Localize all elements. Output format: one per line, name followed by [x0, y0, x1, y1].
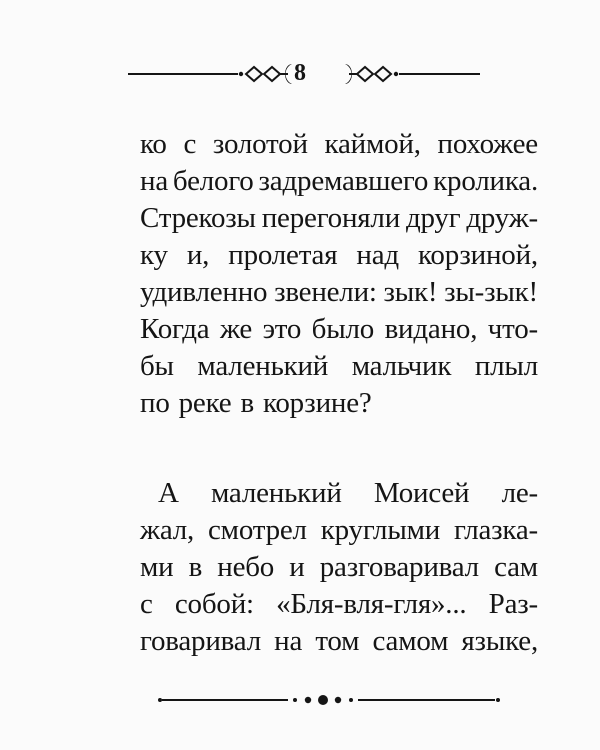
text-word: мальчик: [351, 350, 452, 382]
text-word: с: [183, 128, 197, 160]
text-line: [140, 385, 538, 422]
text-word: небо: [217, 551, 275, 583]
text-word: же: [219, 313, 253, 345]
text-word: собой:: [174, 588, 254, 620]
text-word: что-: [487, 313, 538, 345]
text-line: [140, 237, 538, 274]
text-word: том: [315, 625, 360, 657]
text-word: ми: [140, 551, 174, 583]
text-word: корзиной,: [418, 239, 538, 271]
text-word: друг: [405, 202, 461, 234]
text-word: Когда: [140, 313, 210, 345]
text-line: [140, 475, 538, 512]
text-line: [140, 586, 538, 623]
text-word: говаривал: [140, 625, 261, 657]
text-word: Стрекозы: [140, 202, 256, 234]
text-word: ку: [140, 239, 168, 271]
text-word: золотой: [212, 128, 308, 160]
text-word: на: [274, 625, 303, 657]
text-word: кролика.: [433, 165, 538, 197]
text-word: ко: [140, 128, 167, 160]
text-line: [140, 274, 538, 311]
footer-ornament-icon: [150, 686, 510, 716]
text-word: круглыми: [320, 514, 441, 546]
text-line: [140, 512, 538, 549]
text-line: [140, 126, 538, 163]
text-word: звенели:: [274, 276, 377, 308]
text-word: сам: [494, 551, 538, 583]
text-word: языке,: [461, 625, 538, 657]
text-word: «Бля-вля-гля»...: [276, 588, 467, 620]
paragraph-1: [140, 126, 538, 422]
text-line: [140, 348, 538, 385]
text-word: и: [289, 551, 305, 583]
text-word: белого: [172, 165, 254, 197]
text-word: смотрел: [208, 514, 307, 546]
text-word: друж-: [466, 202, 538, 234]
text-word: в: [240, 387, 254, 419]
text-word: жал,: [140, 514, 195, 546]
text-word: в: [188, 551, 203, 583]
text-line: [140, 163, 538, 200]
text-word: на: [140, 165, 168, 197]
text-word: над: [356, 239, 399, 271]
text-word: бы: [140, 350, 174, 382]
text-word: задремавшего: [258, 165, 429, 197]
text-word: каймой,: [324, 128, 421, 160]
text-word: зык!: [383, 276, 438, 308]
text-word: ле-: [501, 477, 538, 509]
text-word: похожее: [437, 128, 538, 160]
text-word: А: [158, 477, 179, 509]
text-word: Моисей: [373, 477, 470, 509]
text-line: [140, 623, 538, 660]
page-header-ornament: [120, 52, 480, 92]
text-word: плыл: [474, 350, 538, 382]
text-word: Раз-: [488, 588, 538, 620]
text-word: было: [311, 313, 375, 345]
page-footer-ornament: [150, 686, 510, 716]
text-line: [140, 549, 538, 586]
text-word: это: [262, 313, 302, 345]
text-word: реке: [178, 387, 232, 419]
text-word: и,: [186, 239, 210, 271]
text-word: глазка-: [453, 514, 538, 546]
text-word: самом: [372, 625, 449, 657]
text-word: перегоняли: [261, 202, 401, 234]
text-word: разговаривал: [319, 551, 479, 583]
text-word: с: [140, 588, 153, 620]
text-word: удивленно: [140, 276, 268, 308]
paragraph-2: [140, 475, 538, 660]
text-line: [140, 311, 538, 348]
text-line: [140, 200, 538, 237]
text-word: маленький: [210, 477, 342, 509]
text-word: зы-зык!: [444, 276, 538, 308]
text-word: видано,: [384, 313, 478, 345]
text-word: корзине?: [262, 387, 372, 419]
text-word: маленький: [197, 350, 329, 382]
text-word: пролетая: [228, 239, 338, 271]
page-number: 8: [294, 60, 306, 86]
text-word: по: [140, 387, 170, 419]
